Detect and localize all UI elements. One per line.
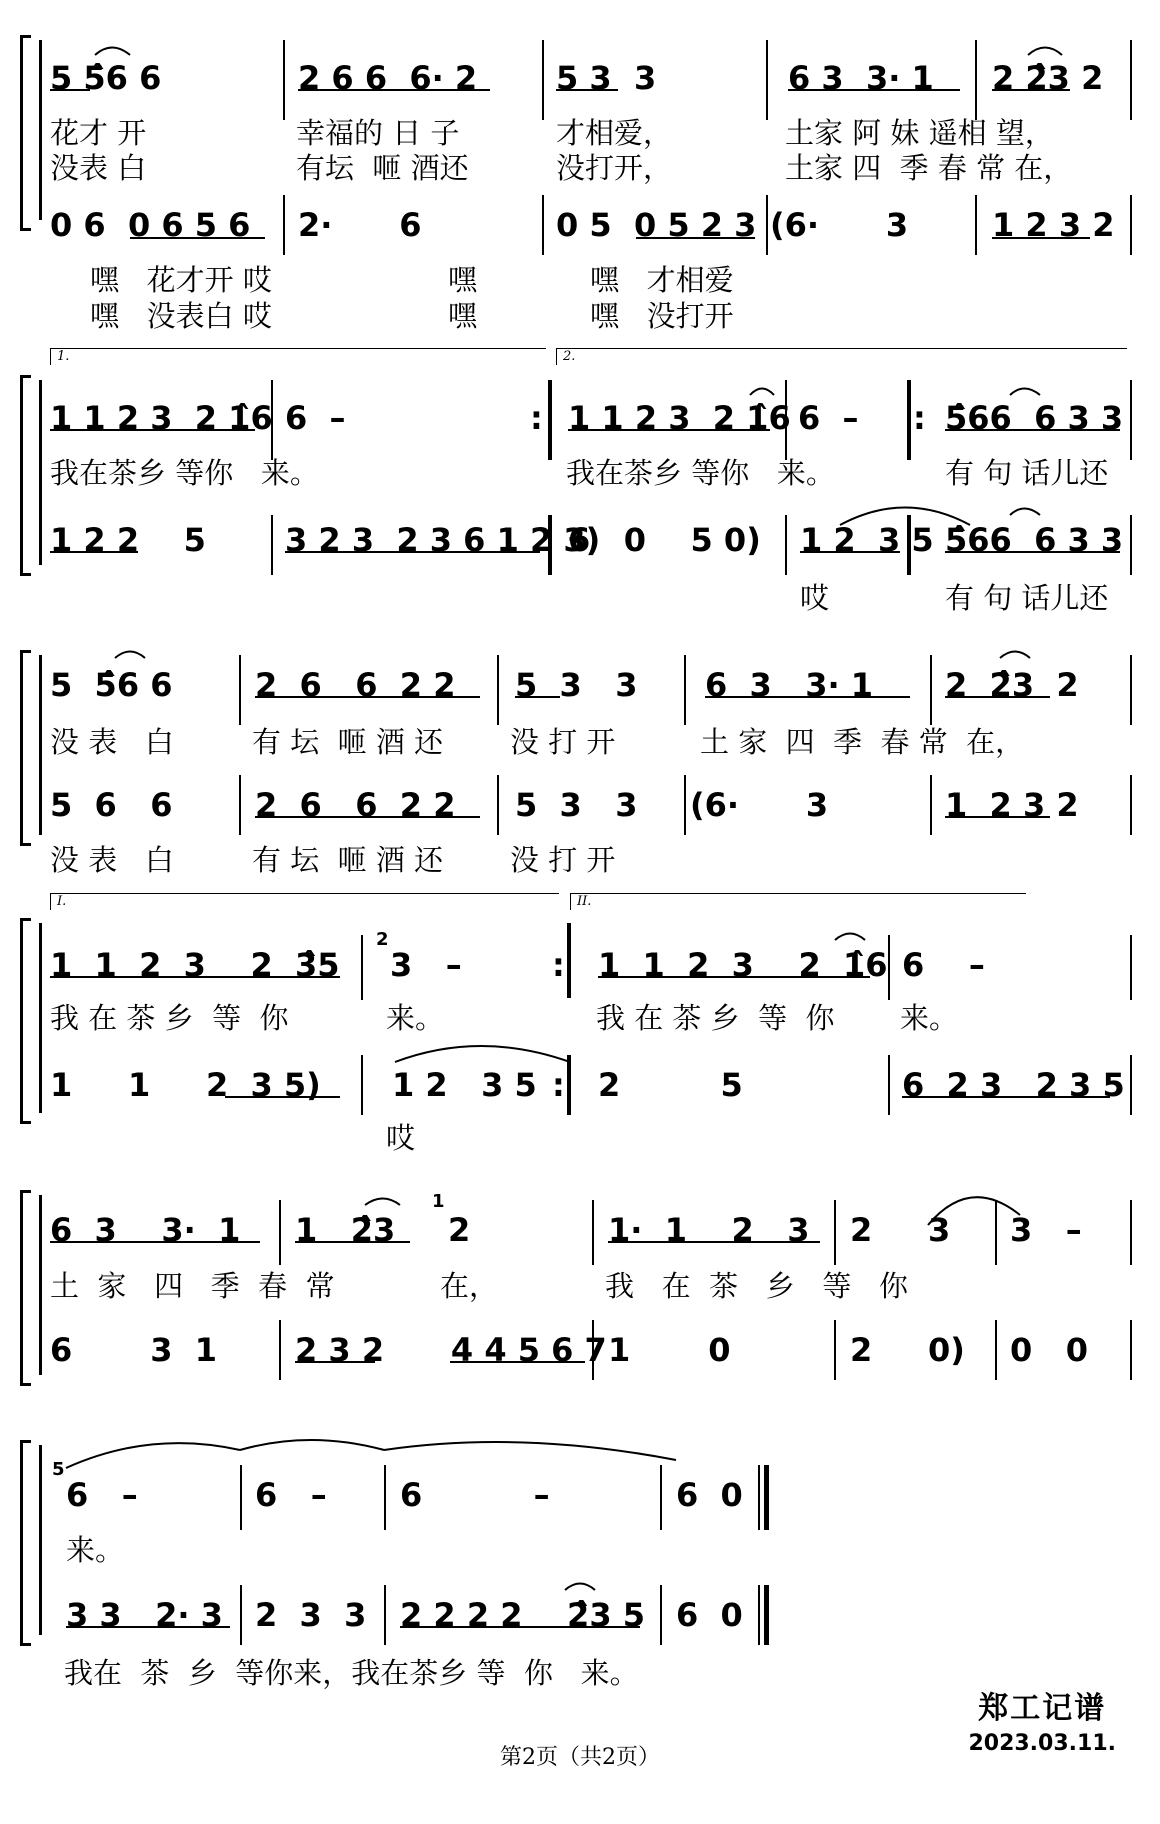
melody-measure: 2 6 6 6· 2 [298,59,478,97]
barline [39,923,42,1113]
melody-measure: 2 3 [850,1211,951,1249]
lyric-line: 我在茶乡 等你 来。 [566,456,835,490]
accomp-measure: 2 2 2 2 2̂3 5 [400,1596,645,1634]
melody-measure: 5 5̂6 6 [50,59,162,97]
accomp-lyric: 哎 [386,1121,416,1155]
accomp-measure: 2 0) [850,1331,965,1369]
accomp-measure: 3 2 3 2 3 6 1 2 3) [285,521,601,559]
accomp-lyric: 有 句 话儿还 [945,581,1109,615]
barline [758,1585,760,1645]
accomp-measure: 1 2 3 5 [392,1066,537,1104]
accomp-measure: 2 6 6 2 2 [255,786,456,824]
accomp-lyric: 嘿 没打开 [590,299,734,333]
barline [567,923,571,998]
melody-measure: 2 6 6 2 2 [255,666,456,704]
repeat-end: : [552,1066,565,1104]
lyric-line: 来。 [66,1533,125,1567]
accomp-measure: 1 2 3 2 [945,786,1079,824]
accomp-measure: 3 3 2· 3 [66,1596,223,1634]
arranger-name: 郑工记谱 [978,1691,1107,1726]
lyric-line: 没 打 开 [510,725,616,759]
barline [548,380,552,460]
lyric-line: 才相爱， [556,116,673,150]
barline [764,1585,769,1645]
accomp-measure: 1 2 2 5 [50,521,206,559]
barline [758,1465,760,1530]
system-bracket [20,35,31,231]
melody-measure: 1 1 2 3 2 1̂6 [568,399,791,437]
barline [1130,40,1132,120]
melody-measure: 1 1 2 3 2 1̂6 [598,946,888,984]
volta-2: 2. [556,348,1127,365]
lyric-line: 没打开， [556,151,673,185]
melody-measure: 6 – [400,1476,550,1514]
system-bracket [20,375,31,576]
barline [283,195,285,255]
barline [766,195,768,255]
melody-measure: 5̂66 6 3 3 [945,399,1124,437]
barline [497,655,499,725]
arranger-signature [968,1683,1116,1756]
accomp-measure: 2 3 2 4 4 5 6 7 [295,1331,607,1369]
barline [834,1320,836,1380]
grace-note: 1 [432,1191,445,1212]
melody-measure: 2 2̂3 2 [992,59,1104,97]
accomp-measure: 6 0 [676,1596,743,1634]
barline [1130,380,1132,460]
barline [930,775,932,835]
barline [995,1320,997,1380]
barline [384,1585,386,1645]
barline [39,1445,42,1635]
melody-measure: 5 3 3 [556,59,657,97]
barline [1130,515,1132,575]
lyric-line: 没 表 白 [50,725,174,759]
accomp-measure: (6· 3 [690,786,829,824]
accomp-measure: 0 0 [1010,1331,1088,1369]
barline [684,775,686,835]
melody-measure: 3 – [1010,1211,1082,1249]
barline [1130,775,1132,835]
melody-measure: 2 [448,1211,471,1249]
barline [39,40,42,220]
barline [497,775,499,835]
arranger-date: 2023.03.11. [968,1731,1116,1756]
lyric-line: 我 在 茶 乡 等 你 [50,1001,289,1035]
barline [283,40,285,120]
barline [239,655,241,725]
melody-measure: 5 5̂6 6 [50,666,173,704]
barline [888,935,890,1000]
lyric-line: 有坛 咂 酒还 [296,151,469,185]
barline [239,775,241,835]
lyric-line: 没表 白 [50,151,147,185]
accomp-measure: 5 3 3 [515,786,638,824]
barline [907,380,911,460]
melody-measure: 6 – [902,946,985,984]
barline [930,655,932,725]
barline [660,1465,662,1530]
barline [567,1055,571,1115]
accomp-lyric: 嘿 才相爱 [590,263,734,297]
melody-measure: 6 – [798,399,859,437]
melody-measure: 3 – [390,946,462,984]
volta-2: II. [570,893,1026,910]
lyric-line: 有 坛 咂 酒 还 [252,725,444,759]
barline [1130,1055,1132,1115]
melody-measure: 2 2̂3 2 [945,666,1079,704]
accomp-measure: 1 1 2 3 5) [50,1066,321,1104]
barline [39,655,42,835]
accomp-lyric: 有 坛 咂 酒 还 [252,843,444,877]
barline [361,935,363,1000]
barline [1130,935,1132,1000]
accomp-lyric: 没 打 开 [510,843,616,877]
accomp-measure: 1 2 3 2 [992,206,1115,244]
melody-measure: 5 3 3 [515,666,638,704]
accomp-lyric: 没 表 白 [50,843,174,877]
barline [1130,655,1132,725]
repeat-end: : [530,399,543,437]
lyric-line: 在， [440,1269,499,1303]
melody-measure: 6 3 3· 1 [50,1211,241,1249]
barline [684,655,686,725]
melody-measure: 6 – [255,1476,327,1514]
lyric-line: 幸福的 日 子 [296,116,460,150]
accomp-measure: 6 0 5 0) [568,521,761,559]
barline [1130,1200,1132,1265]
barline [39,1195,42,1375]
barline [995,1200,997,1265]
system-bracket [20,1440,31,1646]
accomp-measure: 1 2 3 5 [800,521,934,559]
melody-measure: 1 2̂3 [295,1211,396,1249]
barline [361,1055,363,1115]
repeat-start: : [913,399,926,437]
barline [384,1465,386,1530]
melody-measure: 6 – [66,1476,138,1514]
barline [542,40,544,120]
accomp-lyric: 嘿 [448,263,478,297]
accomp-measure: 2· 6 [298,206,422,244]
barline [279,1200,281,1265]
system-bracket [20,918,31,1124]
barline [39,380,42,565]
melody-measure: 6 0 [676,1476,743,1514]
barline [766,40,768,120]
accomp-measure: 2 5 [598,1066,743,1104]
lyric-line: 土 家 四 季 春 常 在， [700,725,1025,759]
barline [279,1320,281,1380]
accomp-measure: 6 2 3 2 3 5 [902,1066,1125,1104]
barline [271,515,273,575]
accomp-measure: 5̂66 6 3 3 [945,521,1124,559]
lyric-line: 来。 [386,1001,445,1035]
lyric-line: 土家 四 季 春 常 在， [785,151,1073,185]
system-bracket [20,650,31,846]
accomp-lyric: 哎 [800,581,830,615]
accomp-measure: 0 5 0 5 2 3 [556,206,757,244]
accomp-measure: 2 3 3 [255,1596,367,1634]
melody-measure: 1 1 2 3 2 1̂6 [50,399,273,437]
barline [975,40,977,120]
barline [240,1465,242,1530]
lyric-line: 有 句 话儿还 [945,456,1109,490]
accomp-measure: 6 3 1 [50,1331,218,1369]
barline [1130,1320,1132,1380]
accomp-measure: 5 6 6 [50,786,173,824]
repeat-end: : [552,946,565,984]
barline [660,1585,662,1645]
accomp-lyric: 嘿 花才开 哎 [90,263,272,297]
barline [592,1200,594,1265]
lyric-line: 我 在 茶 乡 等 你 [596,1001,835,1035]
lyric-line: 我在茶乡 等你 来。 [50,456,319,490]
melody-measure: 1· 1 2 3 [608,1211,810,1249]
melody-measure: 1 1 2 3 2 3̂5 [50,946,340,984]
melody-measure: 6 – [285,399,346,437]
accomp-measure: 1 0 [608,1331,731,1369]
melody-measure: 6 3 3· 1 [705,666,874,704]
system-bracket [20,1190,31,1386]
lyric-line: 我 在 茶 乡 等 你 [605,1269,909,1303]
lyric-line: 花才 开 [50,116,147,150]
accomp-lyric: 嘿 没表白 哎 [90,299,272,333]
barline [542,195,544,255]
grace-note: 2 [376,929,389,950]
accomp-lyric: 我在 茶 乡 等你来，我在茶乡 等 你 来。 [64,1656,639,1690]
barline [764,1465,769,1530]
barline [1130,195,1132,255]
barline [975,195,977,255]
volta-1: I. [50,893,559,910]
accomp-measure: (6· 3 [770,206,909,244]
lyric-line: 来。 [900,1001,959,1035]
lyric-line: 土 家 四 季 春 常 [50,1269,335,1303]
grace-note: 5 [52,1459,65,1480]
page-footer: 第2页（共2页） [500,1745,660,1770]
barline [888,1055,890,1115]
melody-measure: 6 3 3· 1 [788,59,934,97]
volta-1: 1. [50,348,546,365]
accomp-measure: 0 6 0 6 5 6 [50,206,251,244]
barline [240,1585,242,1645]
barline [785,515,787,575]
accomp-lyric: 嘿 [448,299,478,333]
barline [834,1200,836,1265]
lyric-line: 土家 阿 妹 遥相 望， [785,116,1054,150]
